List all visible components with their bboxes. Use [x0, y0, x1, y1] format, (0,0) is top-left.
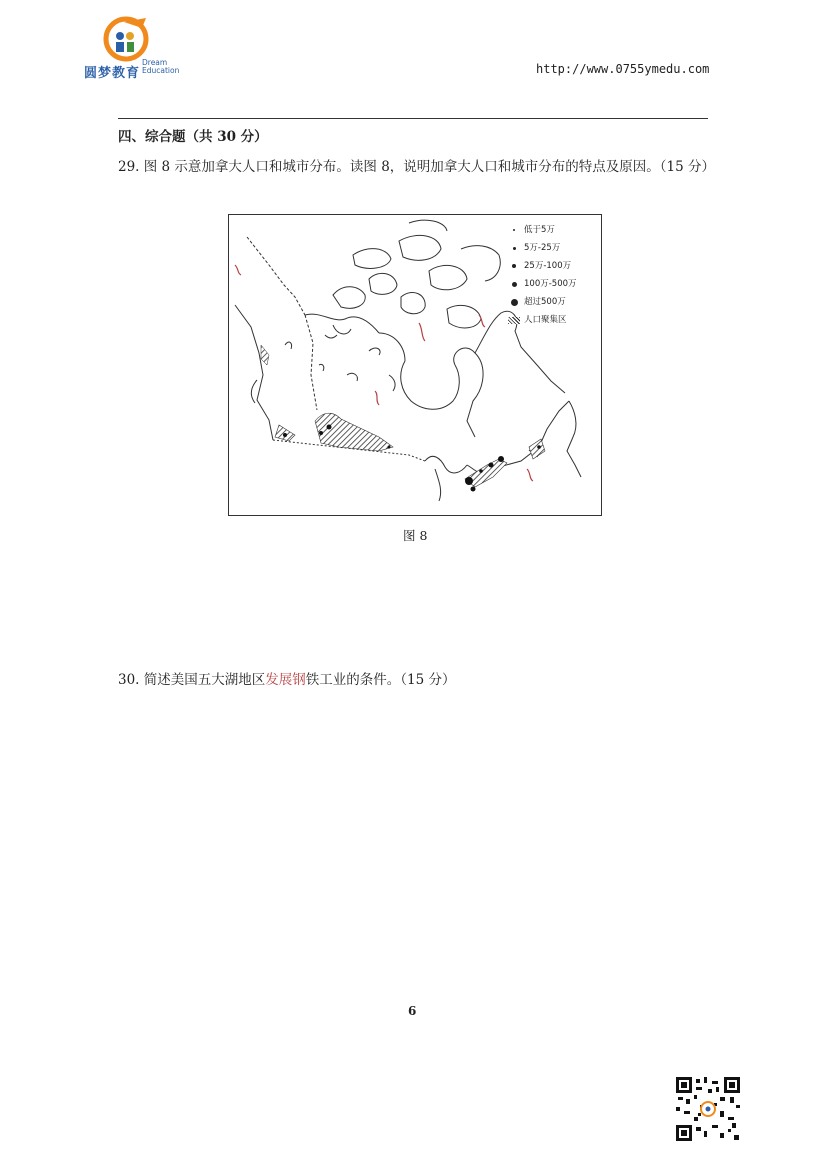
- legend-item-medium: [507, 257, 599, 275]
- legend-label: 超过500万: [524, 297, 566, 307]
- question-30-suffix: 铁工业的条件。（15 分）: [305, 672, 456, 688]
- legend-label: 5万-25万: [524, 243, 561, 253]
- legend-medium-dot-icon: [512, 264, 516, 268]
- legend-item-hatch: [507, 311, 599, 329]
- legend-item-large: [507, 275, 599, 293]
- legend-item-tiny: [507, 221, 599, 239]
- question-29: 29. 图 8 示意加拿大人口和城市分布。读图 8，说明加拿大人口和城市分布的特点及原因。（15 分）: [118, 159, 716, 175]
- figure-caption: 图 8: [403, 528, 428, 543]
- qr-code: [676, 1077, 740, 1141]
- legend-label: 25万-100万: [524, 261, 572, 271]
- qr-code-icon: [676, 1077, 740, 1141]
- logo-en-line2: Education: [142, 66, 180, 75]
- section-title: 四、综合题（共 30 分）: [118, 129, 268, 145]
- legend-item-small: [507, 239, 599, 257]
- legend-large-dot-icon: [512, 282, 517, 287]
- logo-emblem-icon: [84, 14, 184, 64]
- map-legend: [507, 221, 599, 329]
- header-divider: [118, 118, 708, 119]
- legend-xlarge-dot-icon: [511, 299, 518, 306]
- page-number: 6: [408, 1004, 417, 1018]
- legend-label: 低于5万: [524, 225, 555, 235]
- legend-label: 人口聚集区: [524, 315, 567, 325]
- legend-label: 100万-500万: [524, 279, 577, 289]
- header-url[interactable]: http://www.0755ymedu.com: [536, 62, 710, 76]
- logo-text-cn: 圆梦教育: [84, 66, 141, 81]
- logo-en-line1: Dream: [142, 58, 168, 67]
- legend-item-xlarge: [507, 293, 599, 311]
- question-30-prefix: 30. 简述美国五大湖地区: [118, 672, 266, 688]
- canada-map-figure: [228, 214, 602, 516]
- legend-small-dot-icon: [513, 247, 516, 250]
- question-30-highlight: 发展钢: [265, 672, 306, 688]
- hatch-pattern-icon: [508, 317, 520, 324]
- logo-text-en: [142, 59, 179, 75]
- question-30: [118, 668, 456, 688]
- legend-tiny-dot-icon: [513, 229, 515, 231]
